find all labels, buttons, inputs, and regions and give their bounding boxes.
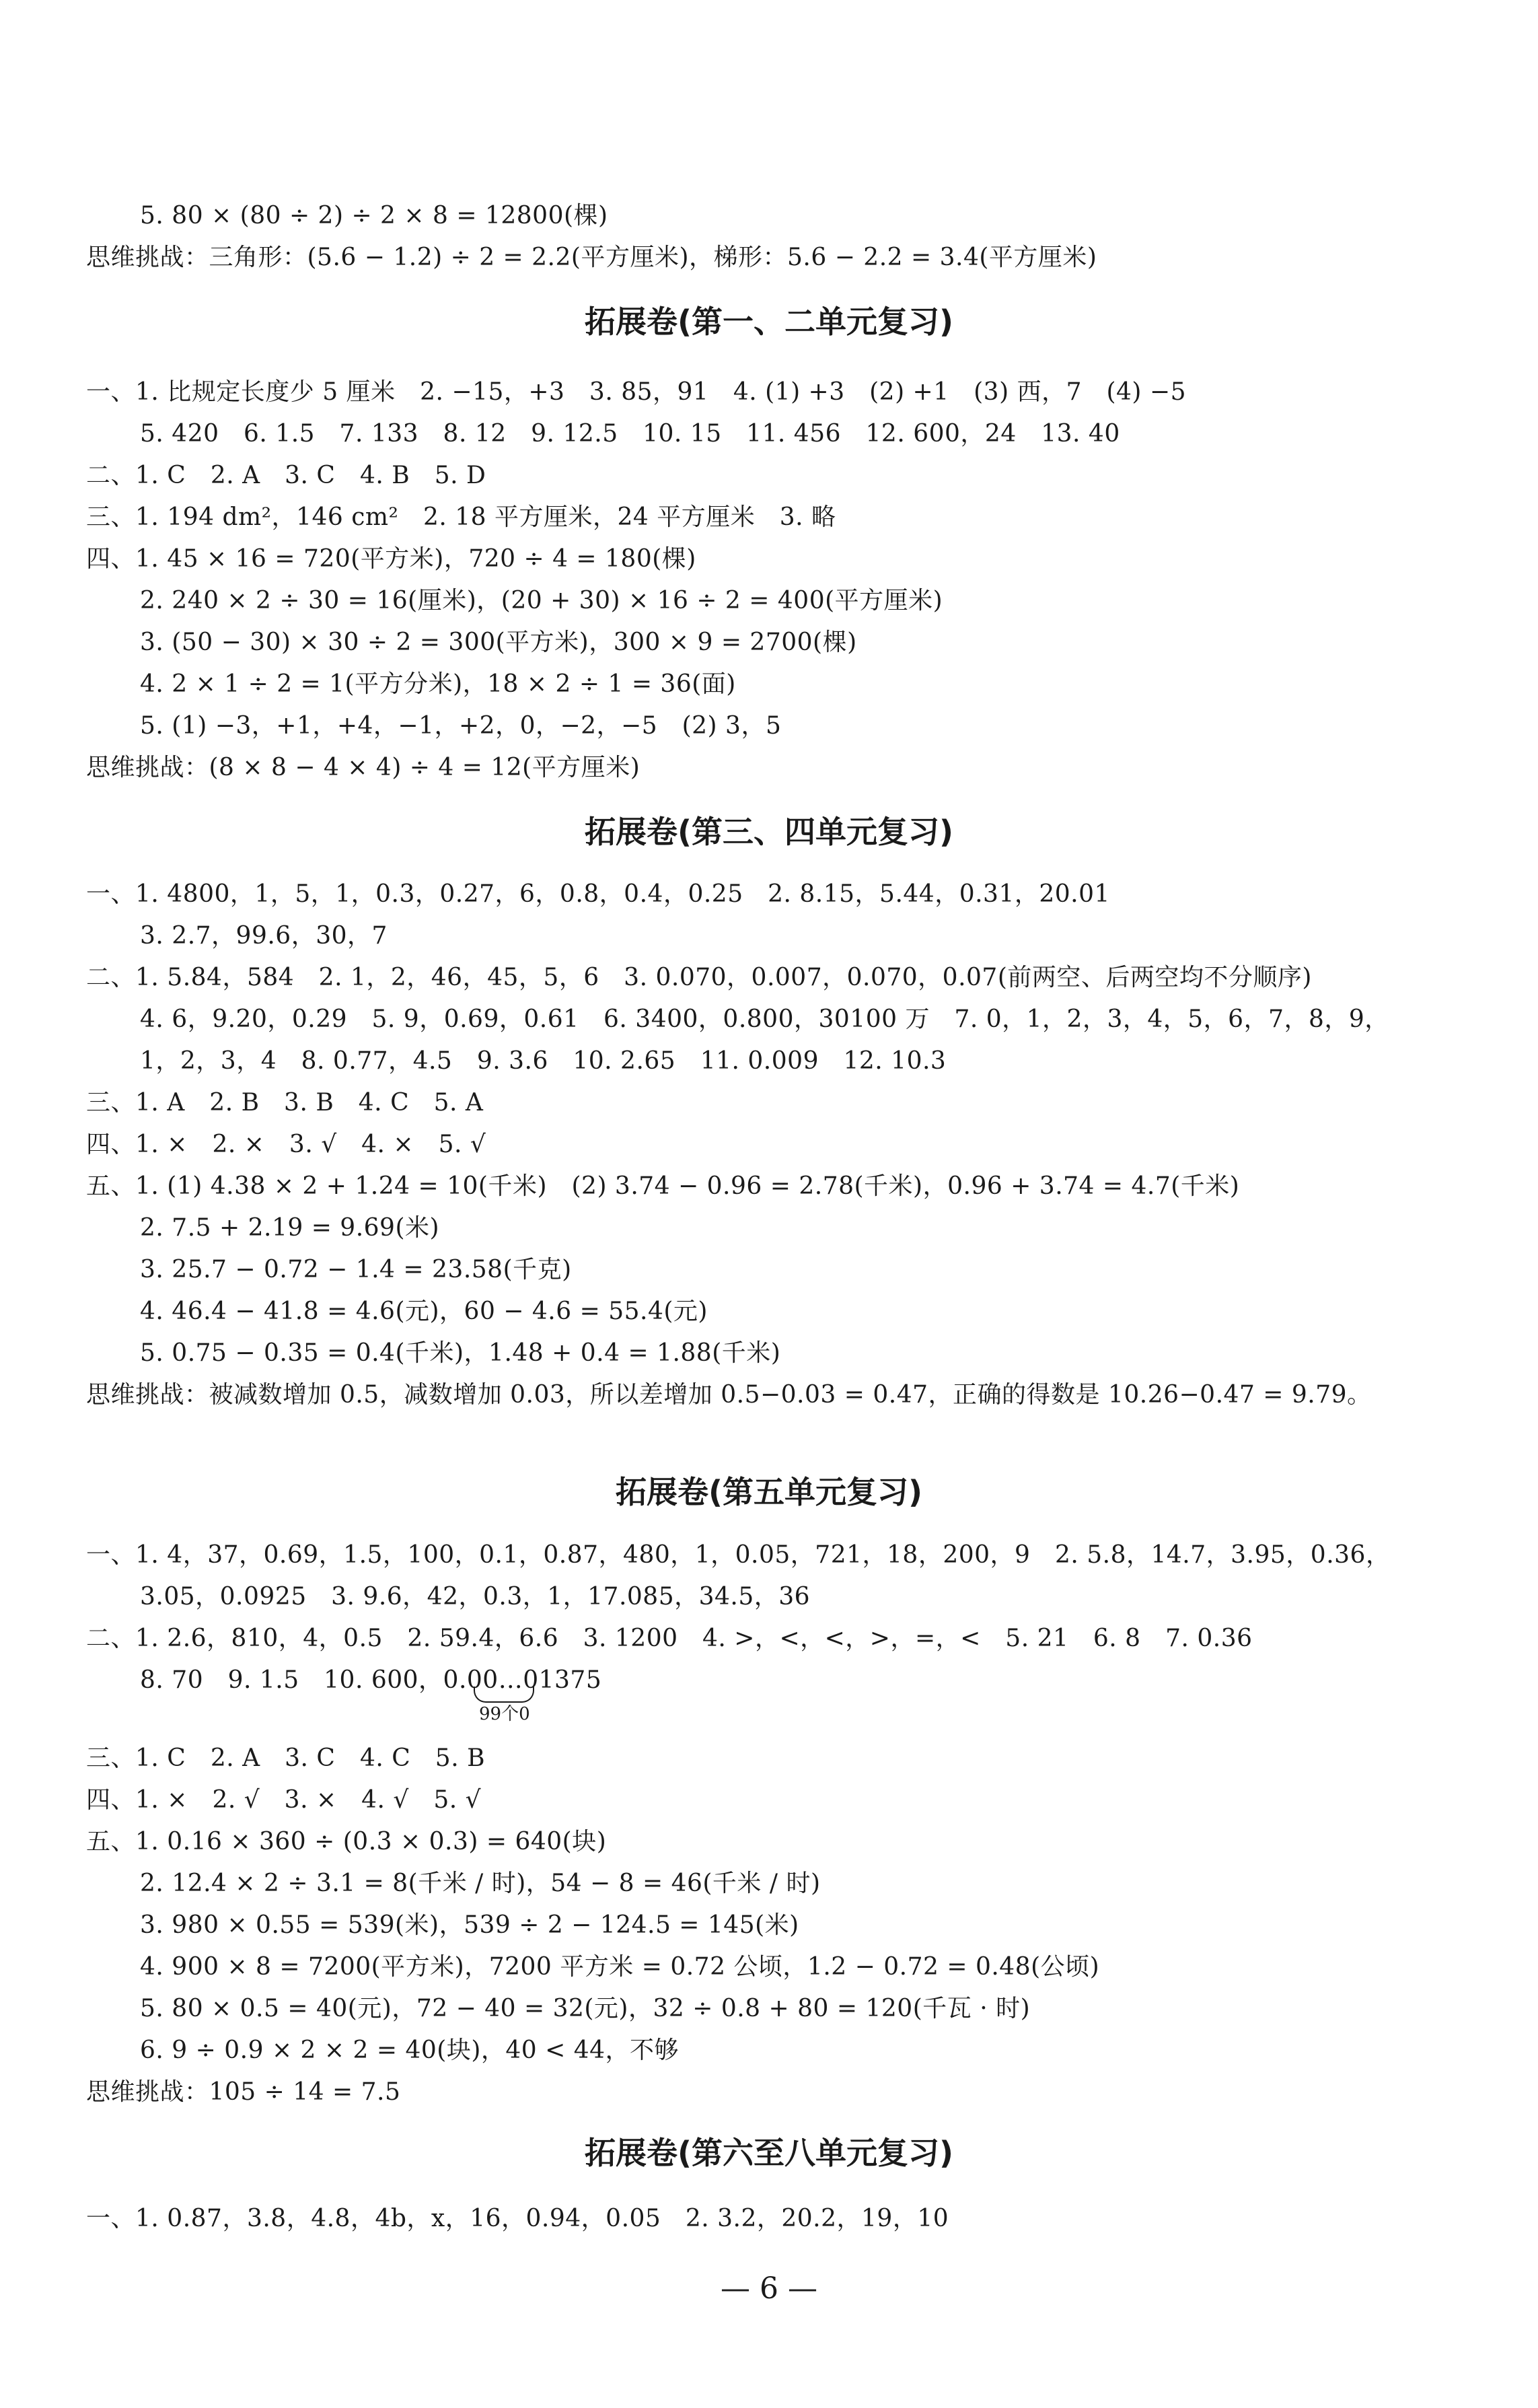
- underbrace: [474, 1687, 534, 1703]
- s2-line-4: 4. 6，9.20，0.29 5. 9，0.69，0.61 6. 3400，0.800，30100 万 7. 0，1，2，3，4，5，6，7，8，9，: [140, 1005, 1389, 1033]
- section-2-title: 拓展卷(第三、四单元复习): [584, 814, 954, 850]
- page-number: — 6 —: [721, 2271, 817, 2306]
- s2-line-11: 4. 46.4 − 41.8 = 4.6(元)，60 − 4.6 = 55.4(元): [140, 1298, 708, 1325]
- section-4-title: 拓展卷(第六至八单元复习): [584, 2135, 954, 2171]
- s4-line-1: 一、1. 0.87，3.8，4.8，4b，x，16，0.94，0.05 2. 3.2，20.2，19，10: [86, 2205, 949, 2232]
- s3-line-4: 8. 70 9. 1.5 10. 600，0.00…01375: [140, 1666, 602, 1694]
- s3-line-1: 一、1. 4，37，0.69，1.5，100，0.1，0.87，480，1，0.05，721，18，200，9 2. 5.8，14.7，3.95，0.36，: [86, 1541, 1391, 1569]
- s1-line-6: 2. 240 × 2 ÷ 30 = 16(厘米)，(20 + 30) × 16 ÷ 2 = 400(平方厘米): [140, 587, 943, 614]
- s2-line-6: 三、1. A 2. B 3. B 4. C 5. A: [86, 1089, 484, 1117]
- s1-line-5: 四、1. 45 × 16 = 720(平方米)，720 ÷ 4 = 180(棵): [86, 545, 696, 573]
- s3-line-6: 四、1. × 2. √ 3. × 4. √ 5. √: [86, 1786, 482, 1814]
- s3-challenge: 思维挑战：105 ÷ 14 = 7.5: [86, 2078, 401, 2106]
- s2-line-5: 1，2，3，4 8. 0.77，4.5 9. 3.6 10. 2.65 11. 0.009 12. 10.3: [140, 1047, 947, 1075]
- s2-line-9: 2. 7.5 + 2.19 = 9.69(米): [140, 1214, 440, 1242]
- s2-line-8: 五、1. (1) 4.38 × 2 + 1.24 = 10(千米) (2) 3.74 − 0.96 = 2.78(千米)，0.96 + 3.74 = 4.7(千米): [86, 1172, 1240, 1200]
- s1-line-3: 二、1. C 2. A 3. C 4. B 5. D: [86, 462, 486, 489]
- s3-line-3: 二、1. 2.6，810，4，0.5 2. 59.4，6.6 3. 1200 4. >，<，<，>，=，< 5. 21 6. 8 7. 0.36: [86, 1625, 1253, 1652]
- s3-line-2: 3.05，0.0925 3. 9.6，42，0.3，1，17.085，34.5，36: [140, 1583, 811, 1610]
- s0-challenge: 思维挑战：三角形：(5.6 − 1.2) ÷ 2 = 2.2(平方厘米)，梯形：5.6 − 2.2 = 3.4(平方厘米): [86, 244, 1097, 271]
- section-1-title: 拓展卷(第一、二单元复习): [584, 304, 954, 340]
- s1-line-1: 一、1. 比规定长度少 5 厘米 2. −15，+3 3. 85，91 4. (1) +3 (2) +1 (3) 西，7 (4) −5: [86, 378, 1186, 406]
- s2-line-2: 3. 2.7，99.6，30，7: [140, 922, 388, 950]
- s3-line-8: 2. 12.4 × 2 ÷ 3.1 = 8(千米 / 时)，54 − 8 = 46(千米 / 时): [140, 1870, 821, 1897]
- s1-line-7: 3. (50 − 30) × 30 ÷ 2 = 300(平方米)，300 × 9 = 2700(棵): [140, 629, 857, 656]
- s3-line-10: 4. 900 × 8 = 7200(平方米)，7200 平方米 = 0.72 公顷，1.2 − 0.72 = 0.48(公顷): [140, 1953, 1100, 1981]
- underbrace-label: 99个0: [479, 1704, 530, 1724]
- section-3-title: 拓展卷(第五单元复习): [615, 1474, 923, 1510]
- s3-line-12: 6. 9 ÷ 0.9 × 2 × 2 = 40(块)，40 < 44，不够: [140, 2037, 680, 2064]
- s1-line-9: 5. (1) −3，+1，+4，−1，+2，0，−2，−5 (2) 3，5: [140, 712, 782, 740]
- s2-line-12: 5. 0.75 − 0.35 = 0.4(千米)，1.48 + 0.4 = 1.88(千米): [140, 1339, 781, 1367]
- s2-line-10: 3. 25.7 − 0.72 − 1.4 = 23.58(千克): [140, 1256, 572, 1283]
- s3-line-11: 5. 80 × 0.5 = 40(元)，72 − 40 = 32(元)，32 ÷ 0.8 + 80 = 120(千瓦 · 时): [140, 1995, 1031, 2022]
- s1-line-2: 5. 420 6. 1.5 7. 133 8. 12 9. 12.5 10. 15 11. 456 12. 600，24 13. 40: [140, 420, 1120, 448]
- s1-line-4: 三、1. 194 dm²，146 cm² 2. 18 平方厘米，24 平方厘米 3. 略: [86, 503, 836, 531]
- s3-line-9: 3. 980 × 0.55 = 539(米)，539 ÷ 2 − 124.5 = 145(米): [140, 1911, 799, 1939]
- s1-line-8: 4. 2 × 1 ÷ 2 = 1(平方分米)，18 × 2 ÷ 1 = 36(面): [140, 670, 736, 698]
- s2-line-1: 一、1. 4800，1，5，1，0.3，0.27，6，0.8，0.4，0.25 2. 8.15，5.44，0.31，20.01: [86, 880, 1110, 908]
- s2-line-7: 四、1. × 2. × 3. √ 4. × 5. √: [86, 1131, 486, 1158]
- s3-line-5: 三、1. C 2. A 3. C 4. C 5. B: [86, 1744, 486, 1772]
- s2-line-3: 二、1. 5.84，584 2. 1，2，46，45，5，6 3. 0.070，0.007，0.070，0.07(前两空、后两空均不分顺序): [86, 964, 1312, 991]
- s1-challenge: 思维挑战：(8 × 8 − 4 × 4) ÷ 4 = 12(平方厘米): [86, 754, 640, 781]
- s0-line-5: 5. 80 × (80 ÷ 2) ÷ 2 × 8 = 12800(棵): [140, 202, 608, 229]
- s3-line-7: 五、1. 0.16 × 360 ÷ (0.3 × 0.3) = 640(块): [86, 1828, 607, 1855]
- s2-challenge: 思维挑战：被减数增加 0.5，减数增加 0.03，所以差增加 0.5−0.03 = 0.47，正确的得数是 10.26−0.47 = 9.79。: [86, 1381, 1372, 1409]
